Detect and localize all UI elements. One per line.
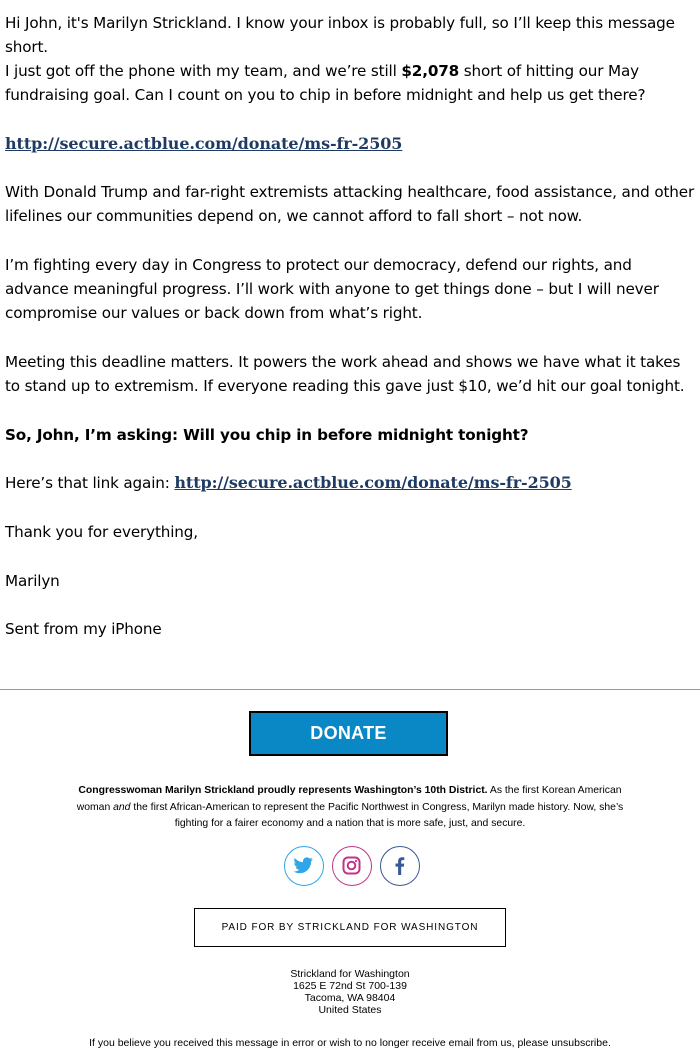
fighting-paragraph: I’m fighting every day in Congress to protect our democracy, defend our rights, and advance meaningful progress. I’ll work with anyone to get things done – but I will never compromise our values or back down from what’s right. — [5, 256, 659, 322]
donate-link-paragraph — [5, 132, 402, 156]
thanks-text: Thank you for everything, — [5, 523, 198, 541]
donate-link[interactable]: http://secure.actblue.com/donate/ms-fr-2505 — [5, 134, 403, 153]
address-line-2: 1625 E 72nd St 700-139 — [293, 980, 407, 992]
paid-for-box: PAID FOR BY STRICKLAND FOR WASHINGTON — [194, 908, 506, 947]
goal-paragraph — [5, 59, 697, 107]
goal-text-after: short of hitting our May fundraising goal. Can I count on you to chip in before midnight and help us get there? — [5, 62, 646, 104]
facebook-icon[interactable] — [380, 846, 420, 886]
donate-button[interactable]: DONATE — [249, 711, 448, 756]
address-line-4: United States — [318, 1004, 382, 1016]
bio-bold: Congresswoman Marilyn Strickland proudly represents Washington’s 10th District. — [78, 785, 488, 796]
bio-text — [70, 783, 630, 833]
goal-text-before: I just got off the phone with my team, and we’re still — [5, 62, 402, 80]
signature-text: Marilyn — [5, 572, 60, 590]
trump-paragraph: With Donald Trump and far-right extremists attacking healthcare, food assistance, and other lifelines our communities depend on, we cannot afford to fall short – not now. — [5, 183, 695, 225]
link-again-paragraph — [5, 471, 572, 495]
ask-paragraph — [5, 423, 528, 447]
address-line-3: Tacoma, WA 98404 — [304, 992, 396, 1004]
donate-link-again[interactable]: http://secure.actblue.com/donate/ms-fr-2505 — [174, 473, 572, 492]
goal-amount: $2,078 — [401, 62, 460, 80]
sent-from-text: Sent from my iPhone — [5, 620, 162, 638]
greeting-paragraph: Hi John, it's Marilyn Strickland. I know your inbox is probably full, so I’ll keep this message short. — [5, 14, 675, 56]
section-divider — [0, 689, 700, 690]
link-again-label: Here’s that link again: — [5, 474, 175, 492]
unsubscribe-text[interactable]: If you believe you received this message in error or wish to no longer receive email from us, please unsubscribe. — [89, 1037, 611, 1049]
bio-text-1: As the first Korean American woman — [76, 785, 622, 813]
bio-text-2: the first African-American to represent the Pacific Northwest in Congress, Marilyn made history. Now, she’s fighting for a fairer economy and a nation that is more safe, just, and secure. — [130, 801, 624, 829]
twitter-icon[interactable] — [284, 846, 324, 886]
ask-text: So, John, I’m asking: Will you chip in before midnight tonight? — [5, 426, 529, 444]
deadline-paragraph: Meeting this deadline matters. It powers the work ahead and shows we have what it takes to stand up to extremism. If everyone reading this gave just $10, we’d hit our goal tonight. — [5, 353, 685, 395]
instagram-icon[interactable] — [332, 846, 372, 886]
bio-and: and — [113, 801, 131, 813]
address-line-1: Strickland for Washington — [290, 968, 410, 980]
mailing-address — [200, 968, 500, 1016]
